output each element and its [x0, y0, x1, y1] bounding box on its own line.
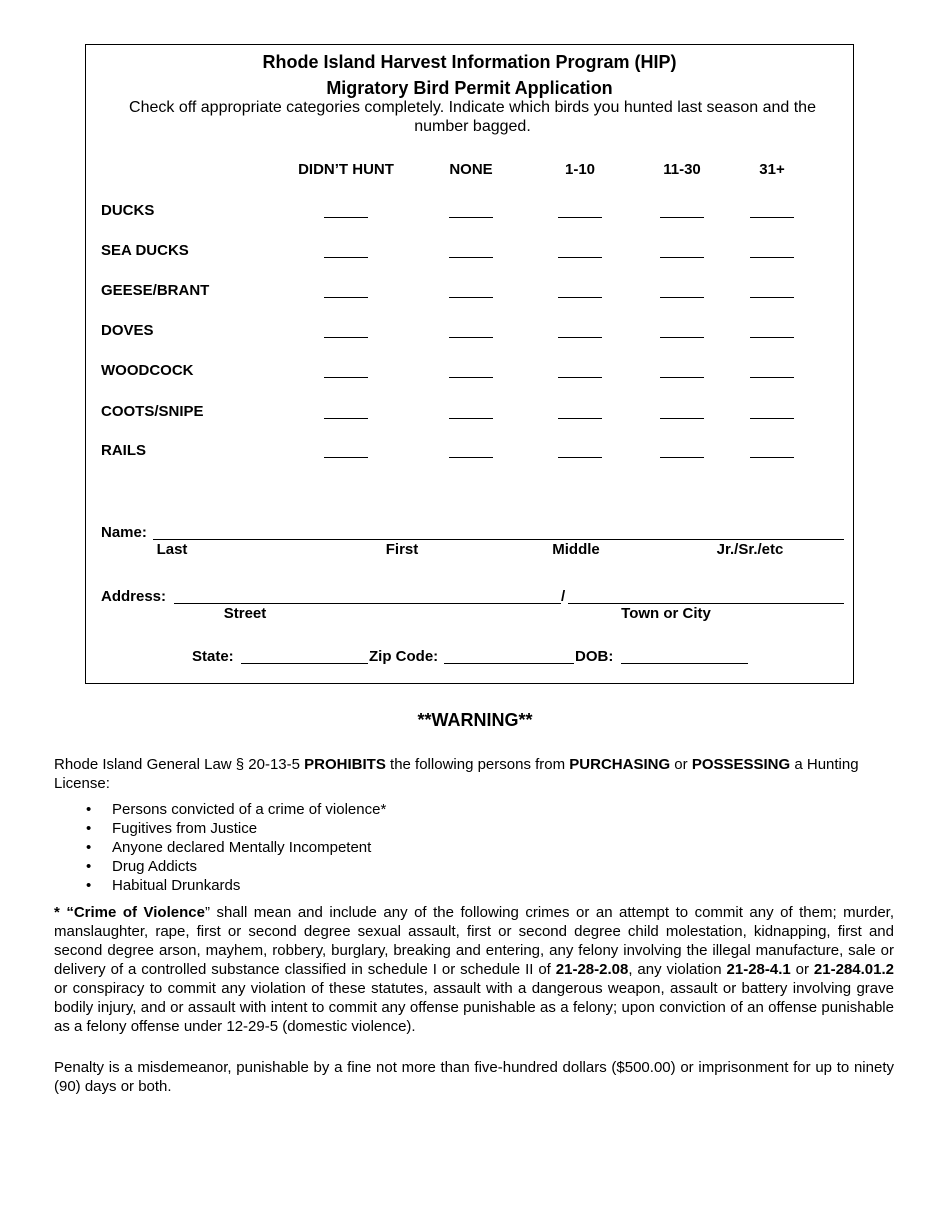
form-subtitle: Migratory Bird Permit Application [326, 78, 613, 98]
intro-text-1: Rhode Island General Law § 20-13-5 [54, 756, 305, 773]
list-item-text: Fugitives from Justice [112, 820, 258, 837]
intro-text-3: or [670, 756, 692, 773]
blank-rails-1-10[interactable] [558, 457, 602, 458]
address-label: Address: [101, 588, 167, 605]
blank-rails-didn-t-hunt[interactable] [324, 457, 368, 458]
blank-woodcock-none[interactable] [449, 377, 493, 378]
dob-field[interactable] [621, 663, 748, 664]
blank-doves-none[interactable] [449, 337, 493, 338]
form-instructions: Check off appropriate categories completely. Indicate which birds you hunted last season and the number bagged. [129, 99, 816, 135]
state-field[interactable] [241, 663, 368, 664]
blank-coots-snipe-didn-t-hunt[interactable] [324, 418, 368, 419]
row-label-doves: DOVES [101, 322, 154, 339]
blank-doves-11-30[interactable] [660, 337, 704, 338]
definition-text-3: or [790, 961, 814, 978]
list-item-text: Anyone declared Mentally Incompetent [112, 839, 372, 856]
prohibited-persons-list [54, 800, 386, 895]
statute-ref-1: 21-28-2.08 [555, 961, 629, 978]
blank-doves-didn-t-hunt[interactable] [324, 337, 368, 338]
definition-text-1: ” shall mean and include any of the following crimes or an attempt to commit any of them; murder, manslaughter, rape, first or second degree sexual assault, first or second degree child molestation, kidnapping, first and second degree arson, mayhem, robbery, burglary, breaking and entering, any felony involving the illegal manufacture, sale or delivery of a controlled substance classified in schedule I or schedule II of [54, 904, 894, 978]
column-none: NONE [449, 161, 493, 178]
name-last-label: Last [156, 541, 188, 558]
blank-geese-brant-11-30[interactable] [660, 297, 704, 298]
penalty-text: Penalty is a misdemeanor, punishable by a fine not more than five-hundred dollars ($500.00) or imprisonment for up to ninety (90) days or both. [54, 1059, 894, 1095]
street-label: Street [223, 605, 267, 622]
list-item-text: Persons convicted of a crime of violence* [112, 801, 387, 818]
zip-label: Zip Code: [369, 648, 439, 665]
name-first-label: First [385, 541, 419, 558]
bullet-icon: • [86, 839, 92, 856]
blank-coots-snipe-11-30[interactable] [660, 418, 704, 419]
blank-sea-ducks-11-30[interactable] [660, 257, 704, 258]
column-1-10: 1-10 [564, 161, 596, 178]
town-field[interactable] [568, 603, 844, 604]
list-item-text: Drug Addicts [112, 858, 198, 875]
blank-rails-11-30[interactable] [660, 457, 704, 458]
statute-ref-2: 21-28-4.1 [726, 961, 791, 978]
column-didnt-hunt: DIDN’T HUNT [298, 161, 394, 178]
blank-coots-snipe-31-[interactable] [750, 418, 794, 419]
blank-doves-1-10[interactable] [558, 337, 602, 338]
row-label-sea-ducks: SEA DUCKS [101, 242, 189, 259]
definition-text-2: , any violation [628, 961, 727, 978]
name-field[interactable] [153, 539, 844, 540]
form-title: Rhode Island Harvest Information Program (HIP) [262, 52, 677, 72]
permit-application-form [85, 44, 854, 684]
blank-doves-31-[interactable] [750, 337, 794, 338]
intro-text-2: the following persons from [385, 756, 570, 773]
row-label-geese-brant: GEESE/BRANT [101, 282, 210, 299]
blank-geese-brant-didn-t-hunt[interactable] [324, 297, 368, 298]
list-item [54, 838, 386, 857]
blank-coots-snipe-1-10[interactable] [558, 418, 602, 419]
blank-sea-ducks-31-[interactable] [750, 257, 794, 258]
warning-heading: **WARNING** [417, 710, 533, 730]
intro-text-4: a Hunting License: [54, 756, 859, 792]
list-item [54, 800, 386, 819]
list-item [54, 857, 386, 876]
name-middle-label: Middle [552, 541, 600, 558]
row-label-coots-snipe: COOTS/SNIPE [101, 403, 204, 420]
town-label: Town or City [621, 605, 711, 622]
blank-woodcock-11-30[interactable] [660, 377, 704, 378]
blank-woodcock-didn-t-hunt[interactable] [324, 377, 368, 378]
blank-woodcock-31-[interactable] [750, 377, 794, 378]
list-item [54, 819, 386, 838]
row-label-ducks: DUCKS [101, 202, 155, 219]
address-separator: / [561, 588, 566, 605]
row-label-rails: RAILS [101, 442, 146, 459]
blank-rails-none[interactable] [449, 457, 493, 458]
blank-geese-brant-none[interactable] [449, 297, 493, 298]
intro-possessing: POSSESSING [691, 756, 791, 773]
street-field[interactable] [174, 603, 561, 604]
row-label-woodcock: WOODCOCK [101, 362, 194, 379]
blank-geese-brant-31-[interactable] [750, 297, 794, 298]
blank-ducks-none[interactable] [449, 217, 493, 218]
blank-woodcock-1-10[interactable] [558, 377, 602, 378]
column-31-plus: 31+ [759, 161, 785, 178]
column-11-30: 11-30 [663, 161, 701, 178]
blank-sea-ducks-didn-t-hunt[interactable] [324, 257, 368, 258]
blank-coots-snipe-none[interactable] [449, 418, 493, 419]
bullet-icon: • [86, 820, 92, 837]
list-item [54, 876, 386, 895]
blank-ducks-1-10[interactable] [558, 217, 602, 218]
name-suffix-label: Jr./Sr./etc [716, 541, 784, 558]
blank-ducks-31-[interactable] [750, 217, 794, 218]
intro-purchasing: PURCHASING [569, 756, 671, 773]
blank-rails-31-[interactable] [750, 457, 794, 458]
blank-ducks-didn-t-hunt[interactable] [324, 217, 368, 218]
intro-prohibits: PROHIBITS [304, 756, 386, 773]
zip-field[interactable] [444, 663, 574, 664]
blank-geese-brant-1-10[interactable] [558, 297, 602, 298]
blank-sea-ducks-1-10[interactable] [558, 257, 602, 258]
bullet-icon: • [86, 858, 92, 875]
blank-sea-ducks-none[interactable] [449, 257, 493, 258]
state-label: State: [192, 648, 234, 665]
definition-text-4: or conspiracy to commit any violation of these statutes, assault with a dangerous weapon, assault or battery involving grave bodily injury, and or assault with intent to commit any offense punishable as a felony; upon conviction of an offense punishable as a felony offense under 12-29-5 (domestic violence). [54, 980, 894, 1035]
definition-term: * “Crime of Violence [54, 904, 205, 921]
crime-of-violence-definition [54, 903, 894, 1036]
blank-ducks-11-30[interactable] [660, 217, 704, 218]
dob-label: DOB: [575, 648, 614, 665]
bullet-icon: • [86, 801, 92, 818]
statute-ref-3: 21-284.01.2 [813, 961, 894, 978]
bullet-icon: • [86, 877, 92, 894]
warning-intro [54, 755, 894, 793]
name-label: Name: [101, 524, 147, 541]
list-item-text: Habitual Drunkards [112, 877, 241, 894]
